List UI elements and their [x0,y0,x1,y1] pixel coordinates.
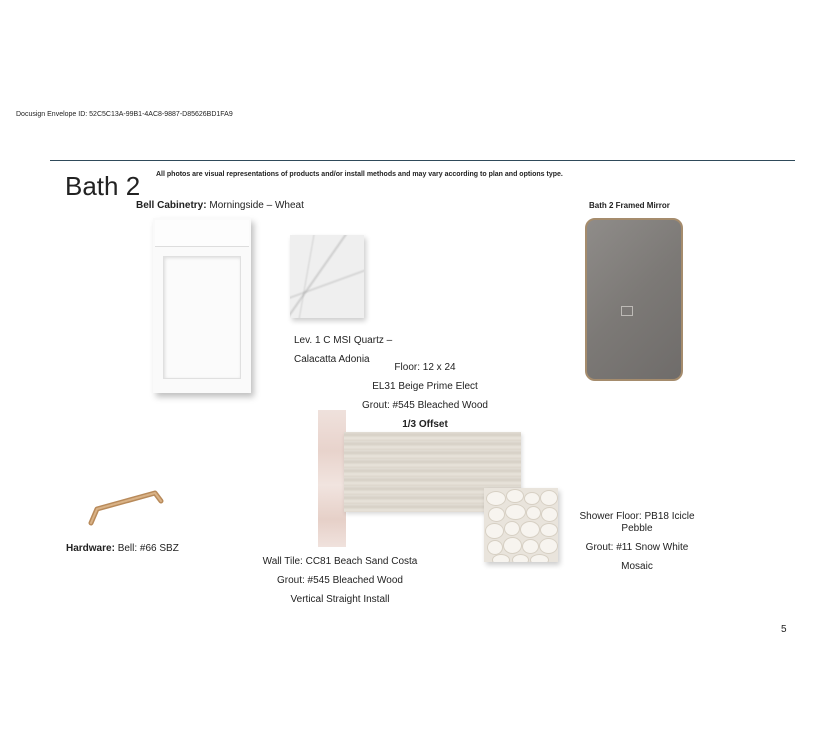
hardware-value: Bell: #66 SBZ [117,543,179,554]
floor-line4: 1/3 Offset [402,419,448,430]
wall-tile-image [318,410,346,547]
floor-line3: Grout: #545 Bleached Wood [361,400,488,411]
page-title: Bath 2 [65,171,141,201]
header-divider [50,160,795,161]
envelope-id: Docusign Envelope ID: 52C5C13A-99B1-4AC8-9887-D85626BD1FA9 [16,111,233,118]
hardware-label: Hardware: [66,543,115,554]
shower-mosaic-image [484,488,558,562]
wall-tile-line1: Wall Tile: CC81 Beach Sand Costa [262,556,418,567]
page-number: 5 [781,624,787,635]
quartz-line1: Lev. 1 C MSI Quartz – [294,335,393,346]
hardware-caption [66,543,179,554]
wall-tile-line2: Grout: #545 Bleached Wood [276,575,403,586]
drawer-pull-image [85,487,167,529]
framed-mirror-image [585,218,683,381]
floor-line1: Floor: 12 x 24 [394,362,456,373]
disclaimer: All photos are visual representations of products and/or install methods and may vary according to plan and options type. [156,171,563,178]
quartz-sample-image [290,235,364,318]
floor-line2: EL31 Beige Prime Elect [372,381,478,392]
cabinetry-value: Morningside – Wheat [209,200,304,211]
shower-floor-line1: Shower Floor: PB18 Icicle [579,511,695,522]
shower-floor-line3: Grout: #11 Snow White [585,542,689,553]
shower-floor-line2: Pebble [621,523,653,534]
wall-tile-line3: Vertical Straight Install [290,594,390,605]
cabinet-door-image [153,218,251,393]
shower-floor-line4: Mosaic [621,561,653,572]
quartz-line2: Calacatta Adonia [294,354,370,365]
mirror-label: Bath 2 Framed Mirror [589,201,670,210]
cabinetry-label: Bell Cabinetry: [136,200,207,211]
cabinetry-caption [136,200,304,211]
mirror-logo-mark [621,306,633,316]
